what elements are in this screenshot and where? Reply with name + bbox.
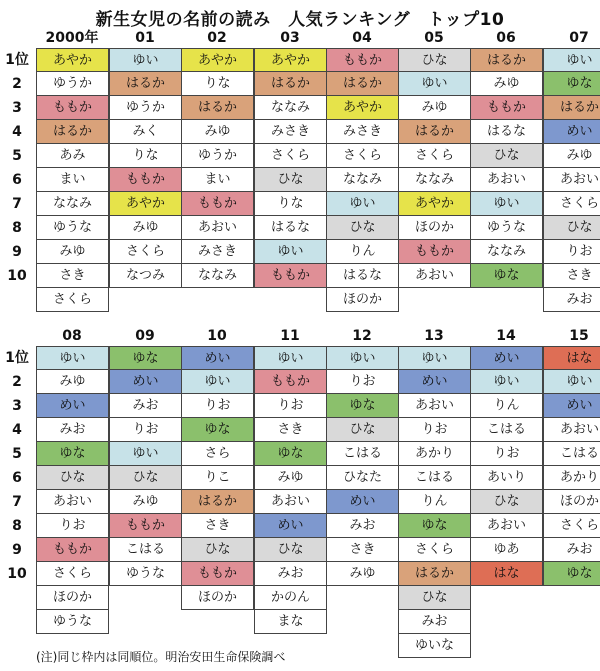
name-cell: ゆあ (470, 538, 543, 562)
name-cell: ゆな (543, 72, 600, 96)
name-cell: めい (543, 394, 600, 418)
name-cell: ひな (470, 144, 543, 168)
name-cell: みお (398, 610, 471, 634)
name-cell: はるか (109, 72, 182, 96)
name-cell: めい (36, 394, 109, 418)
name-cell: ゆい (398, 346, 471, 370)
name-cell: ほのか (36, 586, 109, 610)
name-cell: ゆい (543, 48, 600, 72)
name-cell: あやか (109, 192, 182, 216)
name-cell: ももか (181, 192, 254, 216)
year-header: 01 (135, 30, 155, 46)
name-cell: はるか (398, 562, 471, 586)
rank-label: 6 (12, 172, 22, 188)
name-cell: ゆい (543, 370, 600, 394)
rank-label: 8 (12, 220, 22, 236)
year-header: 09 (135, 328, 155, 344)
year-header: 05 (424, 30, 444, 46)
name-cell: みお (36, 418, 109, 442)
name-cell: みゆ (109, 490, 182, 514)
name-cell: こはる (543, 442, 600, 466)
name-cell: あおい (470, 514, 543, 538)
name-cell: はな (470, 562, 543, 586)
year-header: 2000年 (45, 30, 99, 46)
name-cell: めい (109, 370, 182, 394)
rank-label: 9 (12, 244, 22, 260)
name-cell: ももか (254, 264, 327, 288)
name-cell: りな (109, 144, 182, 168)
name-cell: りこ (181, 466, 254, 490)
page-title: 新生女児の名前の読み 人気ランキング トップ10 (95, 10, 505, 30)
name-cell: あやか (181, 48, 254, 72)
name-cell: さくら (109, 240, 182, 264)
name-cell: まな (254, 610, 327, 634)
name-cell: ゆい (470, 370, 543, 394)
name-cell: ひな (470, 490, 543, 514)
name-cell: さき (543, 264, 600, 288)
name-cell: あかり (398, 442, 471, 466)
name-cell: ひなた (326, 466, 399, 490)
name-cell: めい (326, 490, 399, 514)
name-cell: りお (398, 418, 471, 442)
name-cell: りお (326, 370, 399, 394)
name-cell: あかり (543, 466, 600, 490)
name-cell: はるか (543, 96, 600, 120)
name-cell: ゆな (326, 394, 399, 418)
name-cell: めい (254, 514, 327, 538)
name-cell: みゆ (181, 120, 254, 144)
name-cell: あやか (326, 96, 399, 120)
name-cell: ひな (326, 418, 399, 442)
name-cell: みゆ (326, 562, 399, 586)
name-cell: さくら (543, 514, 600, 538)
name-cell: めい (398, 370, 471, 394)
name-cell: さくら (398, 144, 471, 168)
rank-label: 8 (12, 518, 22, 534)
name-cell: あみ (36, 144, 109, 168)
name-cell: あおい (181, 216, 254, 240)
name-cell: ゆうな (470, 216, 543, 240)
name-cell: めい (470, 346, 543, 370)
name-cell: ももか (470, 96, 543, 120)
name-cell: りお (36, 514, 109, 538)
year-header: 13 (424, 328, 444, 344)
year-header: 15 (569, 328, 589, 344)
name-cell: はるな (326, 264, 399, 288)
name-cell: さくら (254, 144, 327, 168)
name-cell: ひな (109, 466, 182, 490)
name-cell: ゆい (326, 346, 399, 370)
name-cell: はるな (470, 120, 543, 144)
year-header: 11 (280, 328, 300, 344)
name-cell: はるか (326, 72, 399, 96)
name-cell: ももか (109, 514, 182, 538)
name-cell: りな (254, 192, 327, 216)
name-cell: りお (109, 418, 182, 442)
name-cell: ゆうか (36, 72, 109, 96)
name-cell: あおい (254, 490, 327, 514)
name-cell: みく (109, 120, 182, 144)
name-cell: ゆうな (109, 562, 182, 586)
name-cell: ゆな (543, 562, 600, 586)
rank-label: 6 (12, 470, 22, 486)
year-header: 10 (207, 328, 227, 344)
rank-label: 3 (12, 100, 22, 116)
name-cell: ゆな (398, 514, 471, 538)
year-header: 07 (569, 30, 589, 46)
rank-label: 7 (12, 494, 22, 510)
name-cell: ひな (254, 168, 327, 192)
name-cell: ななみ (181, 264, 254, 288)
rank-label: 10 (7, 268, 27, 284)
name-cell: みお (254, 562, 327, 586)
name-cell: あやか (36, 48, 109, 72)
name-cell: ゆい (254, 240, 327, 264)
name-cell: さくら (36, 562, 109, 586)
name-cell: ひな (36, 466, 109, 490)
name-cell: ひな (254, 538, 327, 562)
name-cell: あおい (398, 394, 471, 418)
name-cell: さくら (398, 538, 471, 562)
name-cell: ゆな (109, 346, 182, 370)
name-cell: あおい (543, 418, 600, 442)
name-cell: ももか (36, 96, 109, 120)
name-cell: みゆ (398, 96, 471, 120)
year-header: 06 (496, 30, 516, 46)
name-cell: めい (543, 120, 600, 144)
rank-label: 4 (12, 124, 22, 140)
name-cell: りな (181, 72, 254, 96)
name-cell: さら (181, 442, 254, 466)
name-cell: みお (109, 394, 182, 418)
name-cell: こはる (470, 418, 543, 442)
name-cell: こはる (326, 442, 399, 466)
name-cell: ひな (326, 216, 399, 240)
rank-label: 1位 (5, 350, 29, 366)
name-cell: ひな (398, 586, 471, 610)
name-cell: みさき (326, 120, 399, 144)
name-cell: りん (398, 490, 471, 514)
name-cell: みゆ (36, 240, 109, 264)
name-cell: ももか (181, 562, 254, 586)
name-cell: ゆうな (36, 216, 109, 240)
name-cell: ほのか (181, 586, 254, 610)
name-cell: ゆうな (36, 610, 109, 634)
name-cell: ひな (398, 48, 471, 72)
rank-label: 5 (12, 446, 22, 462)
name-cell: ゆい (181, 370, 254, 394)
name-cell: さき (254, 418, 327, 442)
name-cell: りお (470, 442, 543, 466)
name-cell: はるか (181, 96, 254, 120)
name-cell: ゆい (398, 72, 471, 96)
year-header: 02 (207, 30, 227, 46)
name-cell: ななみ (36, 192, 109, 216)
name-cell: ゆい (326, 192, 399, 216)
name-cell: ゆな (181, 418, 254, 442)
name-cell: みゆ (254, 466, 327, 490)
name-cell: はるか (470, 48, 543, 72)
name-cell: みお (543, 538, 600, 562)
name-cell: こはる (398, 466, 471, 490)
rank-label: 9 (12, 542, 22, 558)
name-cell: りお (181, 394, 254, 418)
name-cell: ゆな (470, 264, 543, 288)
name-cell: みさき (254, 120, 327, 144)
name-cell: かのん (254, 586, 327, 610)
name-cell: ゆい (470, 192, 543, 216)
year-header: 12 (352, 328, 372, 344)
name-cell: ななみ (326, 168, 399, 192)
name-cell: みお (543, 288, 600, 312)
name-cell: ゆい (254, 346, 327, 370)
name-cell: あやか (398, 192, 471, 216)
name-cell: あやか (254, 48, 327, 72)
name-cell: あおい (398, 264, 471, 288)
name-cell: さくら (326, 144, 399, 168)
name-cell: ほのか (543, 490, 600, 514)
name-cell: ももか (36, 538, 109, 562)
name-cell: まい (36, 168, 109, 192)
name-cell: ほのか (326, 288, 399, 312)
name-cell: はな (543, 346, 600, 370)
name-cell: ゆいな (398, 634, 471, 658)
name-cell: あおい (543, 168, 600, 192)
name-cell: なつみ (109, 264, 182, 288)
name-cell: まい (181, 168, 254, 192)
name-cell: こはる (109, 538, 182, 562)
name-cell: りお (543, 240, 600, 264)
name-cell: あおい (470, 168, 543, 192)
name-cell: りん (470, 394, 543, 418)
name-cell: ゆい (109, 48, 182, 72)
name-cell: ゆい (109, 442, 182, 466)
year-header: 08 (62, 328, 82, 344)
year-header: 04 (352, 30, 372, 46)
rank-label: 5 (12, 148, 22, 164)
name-cell: ももか (254, 370, 327, 394)
name-cell: ももか (326, 48, 399, 72)
year-header: 14 (496, 328, 516, 344)
name-cell: さくら (36, 288, 109, 312)
name-cell: みお (326, 514, 399, 538)
name-cell: ひな (543, 216, 600, 240)
name-cell: はるか (254, 72, 327, 96)
footnote: (注)同じ枠内は同順位。明治安田生命保険調べ (36, 650, 286, 664)
name-cell: ももか (109, 168, 182, 192)
rank-label: 3 (12, 398, 22, 414)
name-cell: はるな (254, 216, 327, 240)
name-cell: さき (181, 514, 254, 538)
name-cell: はるか (181, 490, 254, 514)
name-cell: ななみ (398, 168, 471, 192)
rank-label: 2 (12, 76, 22, 92)
name-cell: ゆうか (109, 96, 182, 120)
name-cell: ゆうか (181, 144, 254, 168)
name-cell: はるか (398, 120, 471, 144)
rank-label: 10 (7, 566, 27, 582)
name-cell: ほのか (398, 216, 471, 240)
name-cell: りん (326, 240, 399, 264)
name-cell: ひな (181, 538, 254, 562)
name-cell: さき (36, 264, 109, 288)
name-cell: あおい (36, 490, 109, 514)
name-cell: ななみ (470, 240, 543, 264)
rank-label: 2 (12, 374, 22, 390)
name-cell: みゆ (36, 370, 109, 394)
name-cell: みゆ (109, 216, 182, 240)
name-cell: あいり (470, 466, 543, 490)
rank-label: 4 (12, 422, 22, 438)
name-cell: みさき (181, 240, 254, 264)
name-cell: めい (181, 346, 254, 370)
name-cell: ももか (398, 240, 471, 264)
name-cell: みゆ (470, 72, 543, 96)
name-cell: さき (326, 538, 399, 562)
name-cell: ゆな (36, 442, 109, 466)
name-cell: ゆな (254, 442, 327, 466)
rank-label: 7 (12, 196, 22, 212)
year-header: 03 (280, 30, 300, 46)
name-cell: ななみ (254, 96, 327, 120)
name-cell: さくら (543, 192, 600, 216)
name-cell: ゆい (36, 346, 109, 370)
name-cell: みゆ (543, 144, 600, 168)
name-cell: りお (254, 394, 327, 418)
name-cell: はるか (36, 120, 109, 144)
rank-label: 1位 (5, 52, 29, 68)
